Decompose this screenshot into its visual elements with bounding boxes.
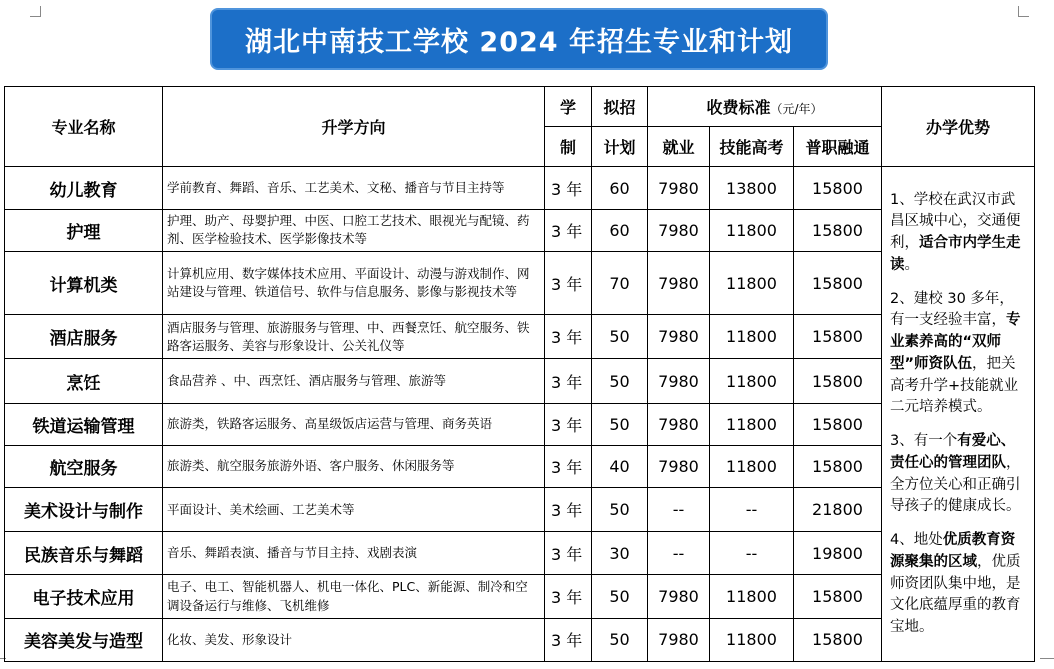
plan-cell: 60 bbox=[592, 209, 648, 251]
table-row bbox=[5, 575, 1035, 618]
header-years-bottom: 制 bbox=[545, 127, 592, 167]
plan-cell: 50 bbox=[592, 575, 648, 618]
crop-mark-top-left bbox=[30, 6, 41, 17]
table-row bbox=[5, 167, 1035, 209]
table-row bbox=[5, 315, 1035, 359]
header-fee-merge: 普职融通 bbox=[794, 127, 882, 167]
advantages-cell bbox=[882, 167, 1035, 662]
major-name: 烹饪 bbox=[5, 359, 163, 403]
table-row bbox=[5, 445, 1035, 487]
major-name: 航空服务 bbox=[5, 445, 163, 487]
advantage-1 bbox=[890, 190, 1024, 277]
fee-skill-cell: 11800 bbox=[710, 359, 794, 403]
advantage-3-text: 3、有一个 bbox=[890, 433, 958, 450]
years-cell: 3 年 bbox=[545, 209, 592, 251]
table-row bbox=[5, 251, 1035, 314]
years-cell: 3 年 bbox=[545, 618, 592, 661]
fee-skill-cell: 11800 bbox=[710, 618, 794, 661]
major-name: 酒店服务 bbox=[5, 315, 163, 359]
advantage-4-highlight: 优质教育资源聚集的区域 bbox=[890, 532, 1016, 570]
header-fees bbox=[648, 87, 882, 127]
fee-merge-cell: 15800 bbox=[794, 359, 882, 403]
direction-cell: 计算机应用、数字媒体技术应用、平面设计、动漫与游戏制作、网站建设与管理、铁道信号、软件与信息服务、影像与影视技术等 bbox=[163, 251, 545, 314]
fee-skill-cell: 11800 bbox=[710, 575, 794, 618]
advantage-1-text: 1、学校在武汉市武昌区城中心，交通便利， bbox=[890, 191, 1021, 252]
major-name: 幼儿教育 bbox=[5, 167, 163, 209]
major-name: 铁道运输管理 bbox=[5, 403, 163, 445]
plan-cell: 50 bbox=[592, 618, 648, 661]
fee-job-cell: 7980 bbox=[648, 618, 710, 661]
advantage-1-highlight: 适合市内学生走读 bbox=[890, 235, 1021, 273]
table-row bbox=[5, 532, 1035, 575]
major-name: 美术设计与制作 bbox=[5, 488, 163, 532]
fee-merge-cell: 15800 bbox=[794, 445, 882, 487]
fee-skill-cell: 11800 bbox=[710, 251, 794, 314]
crop-mark-top-right bbox=[1018, 6, 1029, 17]
advantage-3-end: ，全方位关心和正确引导孩子的健康成长。 bbox=[890, 454, 1021, 515]
fee-skill-cell: 11800 bbox=[710, 209, 794, 251]
major-name: 民族音乐与舞蹈 bbox=[5, 532, 163, 575]
fee-skill-cell: 13800 bbox=[710, 167, 794, 209]
table-row bbox=[5, 618, 1035, 661]
fee-job-cell: 7980 bbox=[648, 251, 710, 314]
fee-merge-cell: 15800 bbox=[794, 618, 882, 661]
advantage-4 bbox=[890, 530, 1024, 639]
direction-cell: 护理、助产、母婴护理、中医、口腔工艺技术、眼视光与配镜、药剂、医学检验技术、医学影像技术等 bbox=[163, 209, 545, 251]
table-row bbox=[5, 403, 1035, 445]
fee-skill-cell: -- bbox=[710, 488, 794, 532]
fee-job-cell: -- bbox=[648, 532, 710, 575]
plan-cell: 50 bbox=[592, 315, 648, 359]
header-advantages: 办学优势 bbox=[882, 87, 1035, 167]
years-cell: 3 年 bbox=[545, 251, 592, 314]
direction-cell: 学前教育、舞蹈、音乐、工艺美术、文秘、播音与节目主持等 bbox=[163, 167, 545, 209]
advantage-2-text: 2、建校 30 多年，有一支经验丰富， bbox=[890, 290, 1014, 329]
fee-skill-cell: 11800 bbox=[710, 445, 794, 487]
major-name: 美容美发与造型 bbox=[5, 618, 163, 661]
years-cell: 3 年 bbox=[545, 575, 592, 618]
direction-cell: 食品营养 、中、西烹饪、酒店服务与管理、旅游等 bbox=[163, 359, 545, 403]
fee-skill-cell: 11800 bbox=[710, 403, 794, 445]
fee-job-cell: 7980 bbox=[648, 403, 710, 445]
title-banner bbox=[210, 8, 828, 70]
header-direction: 升学方向 bbox=[163, 87, 545, 167]
direction-cell: 电子、电工、智能机器人、机电一体化、PLC、新能源、制冷和空调设备运行与维修、飞机维修 bbox=[163, 575, 545, 618]
fee-job-cell: -- bbox=[648, 488, 710, 532]
advantage-2-highlight: 专业素养高的“双师型”师资队伍 bbox=[890, 312, 1021, 372]
fee-merge-cell: 19800 bbox=[794, 532, 882, 575]
fee-job-cell: 7980 bbox=[648, 575, 710, 618]
fee-skill-cell: 11800 bbox=[710, 315, 794, 359]
fee-merge-cell: 21800 bbox=[794, 488, 882, 532]
advantage-3-highlight: 有爱心、责任心的管理团队 bbox=[890, 433, 1016, 471]
direction-cell: 音乐、舞蹈表演、播音与节目主持、戏剧表演 bbox=[163, 532, 545, 575]
header-major: 专业名称 bbox=[5, 87, 163, 167]
plan-cell: 50 bbox=[592, 403, 648, 445]
fee-merge-cell: 15800 bbox=[794, 167, 882, 209]
plan-cell: 50 bbox=[592, 488, 648, 532]
advantage-4-end: ，优质师资团队集中地，是文化底蕴厚重的教育宝地。 bbox=[890, 553, 1021, 636]
fee-merge-cell: 15800 bbox=[794, 315, 882, 359]
plan-cell: 30 bbox=[592, 532, 648, 575]
plan-cell: 50 bbox=[592, 359, 648, 403]
table-row bbox=[5, 488, 1035, 532]
direction-cell: 旅游类，铁路客运服务、高星级饭店运营与管理、商务英语 bbox=[163, 403, 545, 445]
years-cell: 3 年 bbox=[545, 445, 592, 487]
years-cell: 3 年 bbox=[545, 532, 592, 575]
years-cell: 3 年 bbox=[545, 167, 592, 209]
advantage-2 bbox=[890, 289, 1024, 420]
header-fee-skill: 技能高考 bbox=[710, 127, 794, 167]
direction-cell: 平面设计、美术绘画、工艺美术等 bbox=[163, 488, 545, 532]
header-plan-bottom: 计划 bbox=[592, 127, 648, 167]
header-fees-unit: （元/年） bbox=[770, 102, 823, 117]
header-plan-top: 拟招 bbox=[592, 87, 648, 127]
fee-job-cell: 7980 bbox=[648, 315, 710, 359]
table-row bbox=[5, 359, 1035, 403]
fee-job-cell: 7980 bbox=[648, 209, 710, 251]
years-cell: 3 年 bbox=[545, 359, 592, 403]
plan-cell: 60 bbox=[592, 167, 648, 209]
advantage-3 bbox=[890, 431, 1024, 518]
header-row-1 bbox=[5, 87, 1035, 127]
crop-mark-bottom-right bbox=[1040, 658, 1054, 669]
enrollment-table bbox=[4, 86, 1035, 662]
page-title: 湖北中南技工学校 2024 年招生专业和计划 bbox=[245, 26, 793, 58]
fee-merge-cell: 15800 bbox=[794, 251, 882, 314]
plan-cell: 40 bbox=[592, 445, 648, 487]
table-row bbox=[5, 209, 1035, 251]
fee-merge-cell: 15800 bbox=[794, 575, 882, 618]
advantage-4-text: 4、地处 bbox=[890, 532, 943, 549]
years-cell: 3 年 bbox=[545, 403, 592, 445]
major-name: 电子技术应用 bbox=[5, 575, 163, 618]
fee-job-cell: 7980 bbox=[648, 445, 710, 487]
direction-cell: 酒店服务与管理、旅游服务与管理、中、西餐烹饪、航空服务、铁路客运服务、美容与形象设计、公关礼仪等 bbox=[163, 315, 545, 359]
fee-merge-cell: 15800 bbox=[794, 403, 882, 445]
plan-cell: 70 bbox=[592, 251, 648, 314]
header-years-top: 学 bbox=[545, 87, 592, 127]
advantage-2-end: ，把关高考升学+技能就业二元培养模式。 bbox=[890, 355, 1019, 416]
fee-job-cell: 7980 bbox=[648, 359, 710, 403]
direction-cell: 化妆、美发、形象设计 bbox=[163, 618, 545, 661]
years-cell: 3 年 bbox=[545, 488, 592, 532]
years-cell: 3 年 bbox=[545, 315, 592, 359]
direction-cell: 旅游类、航空服务旅游外语、客户服务、休闲服务等 bbox=[163, 445, 545, 487]
header-fee-job: 就业 bbox=[648, 127, 710, 167]
major-name: 计算机类 bbox=[5, 251, 163, 314]
fee-skill-cell: -- bbox=[710, 532, 794, 575]
fee-job-cell: 7980 bbox=[648, 167, 710, 209]
fee-merge-cell: 15800 bbox=[794, 209, 882, 251]
header-fees-label: 收费标准 bbox=[706, 98, 771, 118]
major-name: 护理 bbox=[5, 209, 163, 251]
advantage-1-end: 。 bbox=[904, 256, 920, 273]
